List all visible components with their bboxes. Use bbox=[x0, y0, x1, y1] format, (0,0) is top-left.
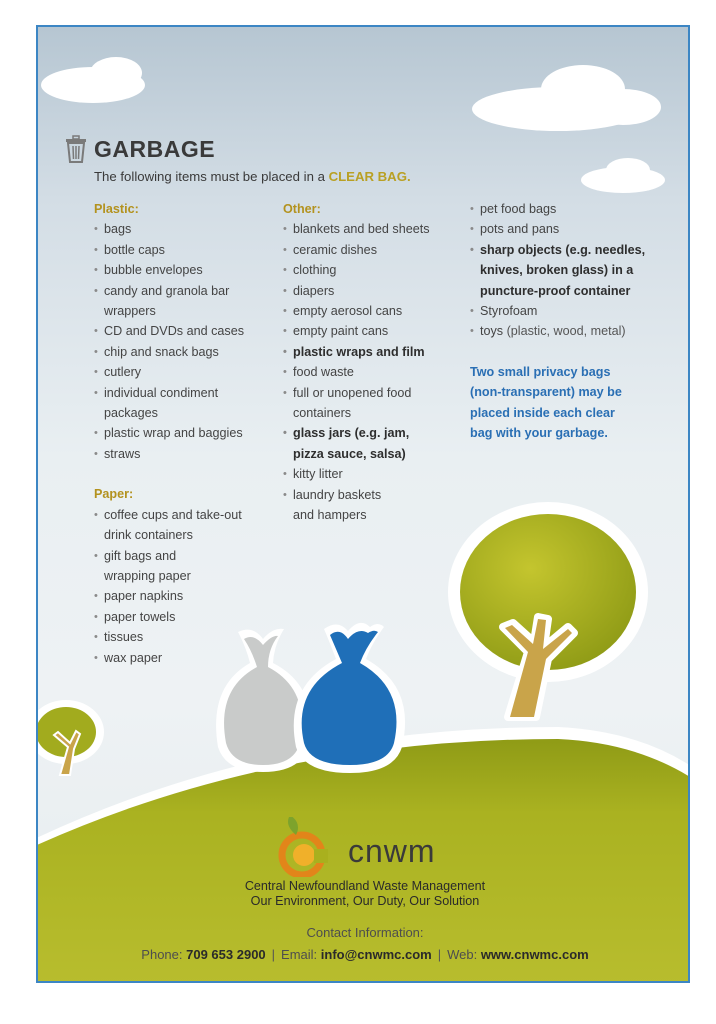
privacy-note-line: (non-transparent) may be bbox=[470, 385, 622, 400]
list-item-text: candy and granola bar bbox=[104, 283, 230, 298]
list-item: • ceramic dishes bbox=[283, 240, 463, 260]
divider: | bbox=[271, 947, 276, 962]
poster-frame bbox=[36, 25, 690, 983]
list-item: • diapers bbox=[283, 281, 463, 301]
list-item: • straws bbox=[94, 444, 274, 464]
list-item: • Styrofoam bbox=[470, 301, 670, 321]
cloud-right-large bbox=[472, 65, 661, 131]
list-item-text: sharp objects (e.g. needles, bbox=[480, 242, 646, 257]
list-item-text: gift bags and bbox=[104, 548, 177, 563]
list-item bbox=[283, 383, 463, 424]
phone-number: 709 653 2900 bbox=[186, 947, 266, 962]
paper-list bbox=[94, 505, 274, 668]
contact-info bbox=[38, 947, 690, 962]
paper-heading: Paper: bbox=[94, 487, 134, 502]
web-label: Web: bbox=[447, 947, 481, 962]
list-item-detail: (plastic, wood, metal) bbox=[503, 324, 626, 339]
privacy-bag-note bbox=[470, 362, 660, 444]
list-item bbox=[470, 321, 670, 341]
list-item: • plastic wrap and baggies bbox=[94, 423, 274, 443]
list-item bbox=[94, 281, 274, 322]
phone-label: Phone: bbox=[141, 947, 187, 962]
list-item-text: full or unopened food bbox=[293, 385, 412, 400]
list-item: • chip and snack bags bbox=[94, 342, 274, 362]
list-item-continuation: wrapping paper bbox=[104, 568, 191, 583]
list-item-continuation: drink containers bbox=[104, 528, 193, 543]
list-item: • kitty litter bbox=[283, 464, 463, 484]
privacy-note-line: placed inside each clear bbox=[470, 405, 615, 420]
list-item-continuation: containers bbox=[293, 406, 352, 421]
list-item-continuation: wrappers bbox=[104, 304, 156, 319]
column-other bbox=[283, 199, 463, 526]
list-item: • food waste bbox=[283, 362, 463, 382]
organization-name: Central Newfoundland Waste Management bbox=[244, 879, 486, 893]
list-item: • empty paint cans bbox=[283, 321, 463, 341]
list-item-continuation: and hampers bbox=[293, 508, 367, 523]
list-item-continuation: pizza sauce, salsa) bbox=[293, 446, 406, 461]
web-link[interactable]: www.cnwmc.com bbox=[480, 947, 589, 962]
other-list bbox=[283, 219, 463, 525]
list-item bbox=[283, 485, 463, 526]
list-item bbox=[94, 505, 274, 546]
list-item: • tissues bbox=[94, 627, 274, 647]
tree-left bbox=[38, 700, 104, 775]
list-item: • wax paper bbox=[94, 648, 274, 668]
privacy-note-line: Two small privacy bags bbox=[470, 365, 611, 379]
list-item: • pots and pans bbox=[470, 219, 670, 239]
list-item-text: toys bbox=[480, 324, 504, 339]
list-item-text: coffee cups and take-out bbox=[104, 507, 242, 522]
list-item: • blankets and bed sheets bbox=[283, 219, 463, 239]
logo-wordmark: cnwm bbox=[348, 833, 436, 869]
other-list-continued bbox=[470, 199, 670, 342]
list-item-continuation: knives, broken glass) in a bbox=[480, 263, 634, 278]
header bbox=[64, 135, 215, 163]
list-item: • empty aerosol cans bbox=[283, 301, 463, 321]
tree-right bbox=[448, 502, 648, 717]
organization-tagline: Our Environment, Our Duty, Our Solution bbox=[250, 894, 480, 908]
plastic-list bbox=[94, 219, 274, 464]
email-link[interactable]: info@cnwmc.com bbox=[320, 947, 432, 962]
list-item: • bubble envelopes bbox=[94, 260, 274, 280]
plastic-heading: Plastic: bbox=[94, 202, 139, 216]
list-item-text: glass jars (e.g. jam, bbox=[293, 426, 410, 441]
trash-can-icon bbox=[64, 135, 88, 163]
list-item: • bags bbox=[94, 219, 274, 239]
list-item: • paper towels bbox=[94, 607, 274, 627]
list-item bbox=[470, 240, 670, 301]
other-heading: Other: bbox=[283, 202, 321, 216]
list-item: • pet food bags bbox=[470, 199, 670, 219]
list-item bbox=[283, 423, 463, 464]
divider: | bbox=[437, 947, 442, 962]
list-item: • bottle caps bbox=[94, 240, 274, 260]
column-other-continued bbox=[470, 199, 670, 342]
list-item-continuation: packages bbox=[104, 406, 158, 421]
list-item: • paper napkins bbox=[94, 586, 274, 606]
list-item: • plastic wraps and film bbox=[283, 342, 463, 362]
list-item: • clothing bbox=[283, 260, 463, 280]
list-item: • cutlery bbox=[94, 362, 274, 382]
page-title: GARBAGE bbox=[94, 135, 216, 162]
list-item-continuation: puncture-proof container bbox=[480, 283, 631, 298]
list-item-text: laundry baskets bbox=[293, 487, 382, 502]
cloud-right-small bbox=[581, 158, 665, 193]
subtitle-text: The following items must be placed in a bbox=[94, 169, 329, 184]
blue-bag-icon bbox=[294, 623, 405, 773]
contact-label: Contact Information: bbox=[306, 925, 424, 940]
page-subtitle bbox=[94, 169, 411, 184]
privacy-note-line: bag with your garbage. bbox=[470, 426, 608, 441]
column-plastic-paper bbox=[94, 199, 274, 668]
cloud-left bbox=[41, 57, 145, 103]
clear-bag-emphasis: CLEAR BAG. bbox=[328, 169, 411, 184]
list-item bbox=[94, 546, 274, 587]
list-item bbox=[94, 383, 274, 424]
list-item-text: individual condiment bbox=[104, 385, 219, 400]
email-label: Email: bbox=[281, 947, 321, 962]
list-item: • CD and DVDs and cases bbox=[94, 321, 274, 341]
